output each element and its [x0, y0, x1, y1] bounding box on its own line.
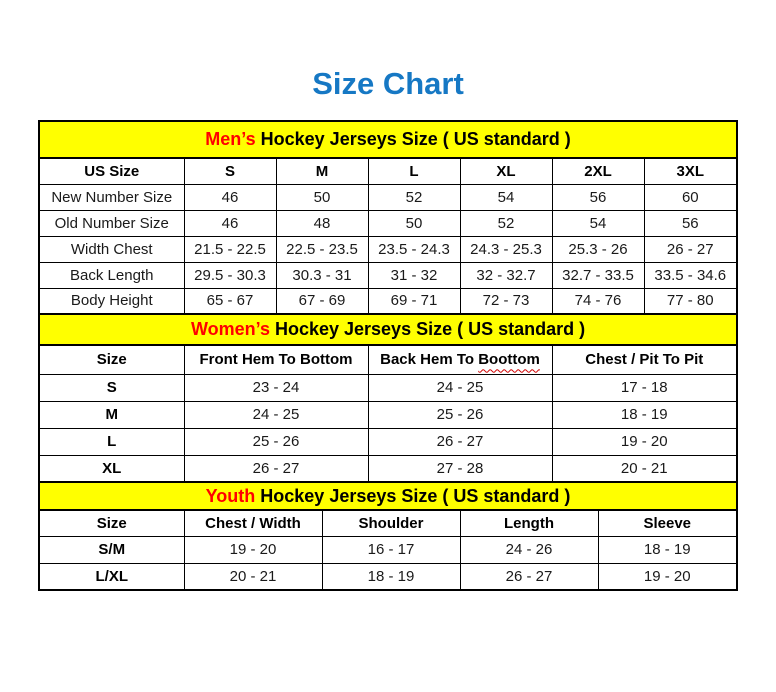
value-cell: 56: [552, 184, 644, 210]
table-row: [39, 184, 737, 210]
womens-caption-highlight: Women’s: [190, 319, 270, 339]
value-cell: 16 - 17: [322, 536, 460, 563]
spellcheck-underline-word: Boottom: [478, 351, 540, 369]
row-label: Old Number Size: [39, 210, 184, 236]
value-cell: 54: [460, 184, 552, 210]
value-cell: 18 - 19: [598, 536, 737, 563]
table-row: [39, 236, 737, 262]
value-cell: 18 - 19: [552, 401, 737, 428]
value-cell: 52: [460, 210, 552, 236]
youth-caption-rest: Hockey Jerseys Size ( US standard ): [260, 485, 571, 506]
value-cell: 46: [184, 210, 276, 236]
youth-caption-highlight: Youth: [205, 485, 256, 506]
value-cell: 69 - 71: [368, 288, 460, 314]
mens-size-table: [38, 120, 738, 315]
column-header: L: [368, 158, 460, 184]
value-cell: 21.5 - 22.5: [184, 236, 276, 262]
table-row: [39, 401, 737, 428]
table-row: [39, 563, 737, 590]
womens-caption-rest: Hockey Jerseys Size ( US standard ): [274, 319, 586, 339]
size-chart-tables: [38, 120, 736, 591]
value-cell: 52: [368, 184, 460, 210]
value-cell: 19 - 20: [552, 428, 737, 455]
page-title: Size Chart: [312, 66, 464, 101]
value-cell: 25 - 26: [184, 428, 368, 455]
table-row: [39, 374, 737, 401]
row-label: L: [39, 428, 184, 455]
column-header: M: [276, 158, 368, 184]
column-header: Chest / Width: [184, 510, 322, 536]
youth-caption-row: [39, 482, 737, 510]
value-cell: 31 - 32: [368, 262, 460, 288]
value-cell: 19 - 20: [598, 563, 737, 590]
value-cell: 25.3 - 26: [552, 236, 644, 262]
row-label: Body Height: [39, 288, 184, 314]
value-cell: 24 - 25: [184, 401, 368, 428]
column-header: Front Hem To Bottom: [184, 345, 368, 374]
value-cell: 24.3 - 25.3: [460, 236, 552, 262]
value-cell: 67 - 69: [276, 288, 368, 314]
value-cell: 33.5 - 34.6: [644, 262, 737, 288]
column-header: 3XL: [644, 158, 737, 184]
value-cell: 30.3 - 31: [276, 262, 368, 288]
value-cell: 54: [552, 210, 644, 236]
value-cell: 50: [276, 184, 368, 210]
table-row: [39, 536, 737, 563]
value-cell: 50: [368, 210, 460, 236]
column-header: 2XL: [552, 158, 644, 184]
table-row: [39, 455, 737, 482]
table-row: [39, 262, 737, 288]
value-cell: 48: [276, 210, 368, 236]
youth-caption: [39, 482, 737, 510]
value-cell: 46: [184, 184, 276, 210]
row-label: M: [39, 401, 184, 428]
value-cell: 19 - 20: [184, 536, 322, 563]
mens-caption-rest: Hockey Jerseys Size ( US standard ): [260, 129, 571, 149]
mens-caption-highlight: Men’s: [205, 129, 256, 149]
value-cell: 74 - 76: [552, 288, 644, 314]
row-label: S/M: [39, 536, 184, 563]
mens-caption-row: [39, 121, 737, 158]
row-label: S: [39, 374, 184, 401]
value-cell: 26 - 27: [460, 563, 598, 590]
row-label: XL: [39, 455, 184, 482]
value-cell: 32 - 32.7: [460, 262, 552, 288]
column-header: Shoulder: [322, 510, 460, 536]
column-header: Chest / Pit To Pit: [552, 345, 737, 374]
table-row: [39, 288, 737, 314]
table-row: [39, 210, 737, 236]
youth-size-table: [38, 481, 738, 591]
column-header: S: [184, 158, 276, 184]
value-cell: 27 - 28: [368, 455, 552, 482]
value-cell: 65 - 67: [184, 288, 276, 314]
value-cell: 23 - 24: [184, 374, 368, 401]
value-cell: 24 - 25: [368, 374, 552, 401]
value-cell: 56: [644, 210, 737, 236]
value-cell: 26 - 27: [644, 236, 737, 262]
table-row: [39, 428, 737, 455]
column-header: Size: [39, 510, 184, 536]
value-cell: 32.7 - 33.5: [552, 262, 644, 288]
column-header: Size: [39, 345, 184, 374]
value-cell: 60: [644, 184, 737, 210]
column-header: US Size: [39, 158, 184, 184]
womens-caption: [39, 314, 737, 345]
column-header: Sleeve: [598, 510, 737, 536]
row-label: New Number Size: [39, 184, 184, 210]
womens-header-row: [39, 345, 737, 374]
value-cell: 20 - 21: [552, 455, 737, 482]
youth-header-row: [39, 510, 737, 536]
row-label: Width Chest: [39, 236, 184, 262]
row-label: L/XL: [39, 563, 184, 590]
value-cell: 25 - 26: [368, 401, 552, 428]
value-cell: 24 - 26: [460, 536, 598, 563]
value-cell: 26 - 27: [184, 455, 368, 482]
mens-caption: [39, 121, 737, 158]
value-cell: 72 - 73: [460, 288, 552, 314]
column-header: XL: [460, 158, 552, 184]
value-cell: 77 - 80: [644, 288, 737, 314]
value-cell: 20 - 21: [184, 563, 322, 590]
column-header-misspelled: Back Hem To Boottom: [368, 345, 552, 374]
mens-header-row: [39, 158, 737, 184]
womens-caption-row: [39, 314, 737, 345]
value-cell: 22.5 - 23.5: [276, 236, 368, 262]
value-cell: 23.5 - 24.3: [368, 236, 460, 262]
value-cell: 17 - 18: [552, 374, 737, 401]
column-header: Length: [460, 510, 598, 536]
value-cell: 29.5 - 30.3: [184, 262, 276, 288]
row-label: Back Length: [39, 262, 184, 288]
value-cell: 18 - 19: [322, 563, 460, 590]
value-cell: 26 - 27: [368, 428, 552, 455]
womens-size-table: [38, 313, 738, 483]
